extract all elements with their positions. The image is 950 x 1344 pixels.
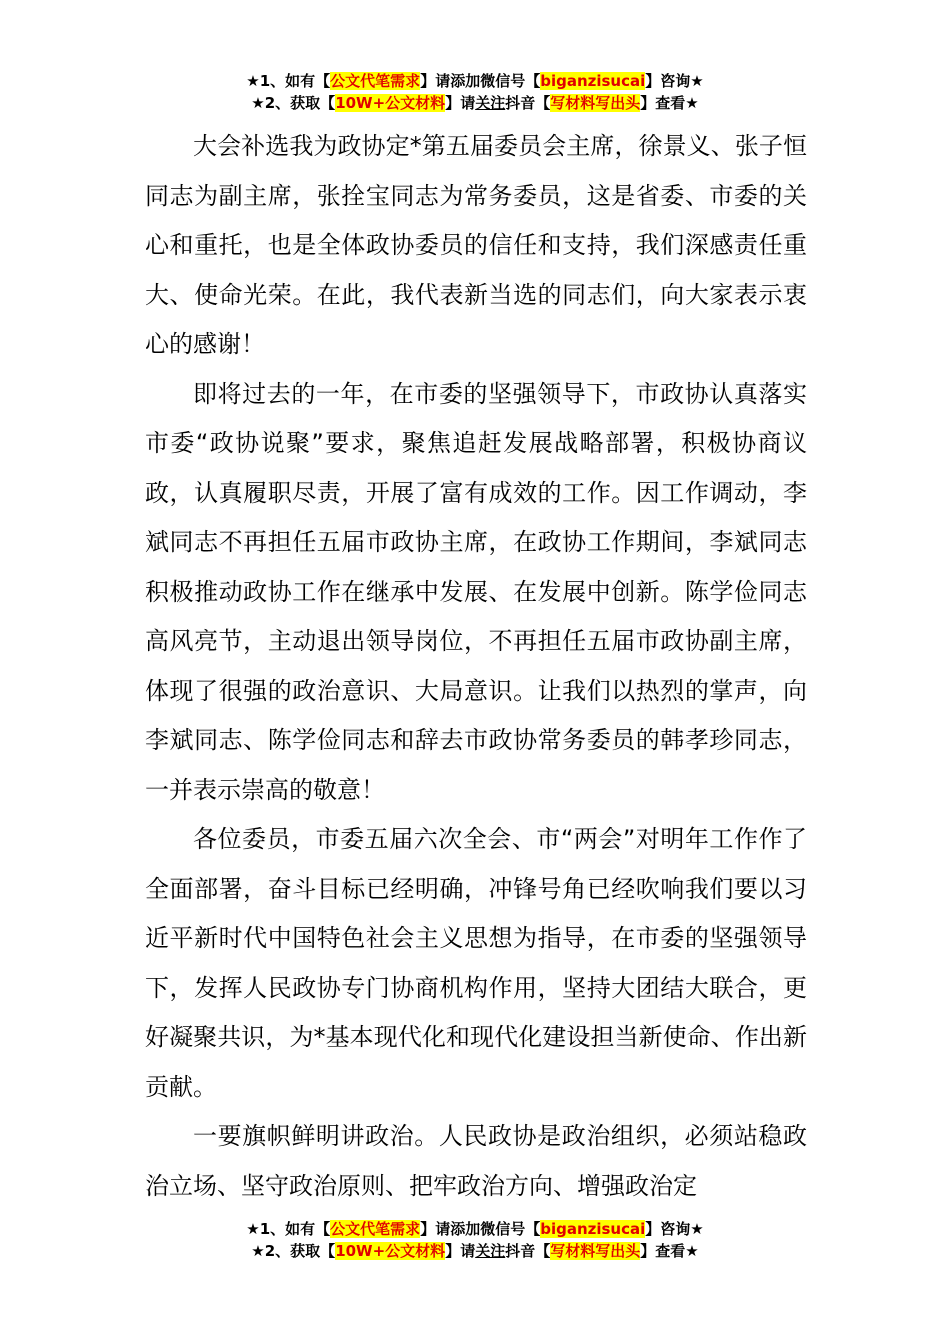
paragraph-4: 一要旗帜鲜明讲政治。人民政协是政治组织，必须站稳政治立场、坚守政治原则、把牢政治方向、增强政治定: [145, 1122, 807, 1200]
banner-line-1: ★1、如有【公文代笔需求】请添加微信号【biganzisucai】咨询★: [246, 1220, 704, 1238]
paragraph-2: 即将过去的一年，在市委的坚强领导下，市政协认真落实市委“政协说聚”要求，聚焦追赶发展战略部署，积极协商议政，认真履职尽责，开展了富有成效的工作。因工作调动，李斌同志不再担任五届市政协主席，在政协工作期间，李斌同志积极推动政协工作在继承中发展、在发展中创新。陈学俭同志高风亮节，主动退出领导岗位，不再担任五届市政协副主席，体现了很强的政治意识、大局意识。让我们以热烈的掌声，向李斌同志、陈学俭同志和辞去市政协常务委员的韩孝珍同志，一并表示崇高的敬意！: [145, 379, 807, 804]
underline-follow: 关注: [475, 1242, 506, 1260]
highlight-service: 公文代笔需求: [330, 1220, 421, 1238]
highlight-service: 公文代笔需求: [330, 72, 421, 90]
highlight-wechat-id: biganzisucai: [540, 72, 646, 90]
highlight-materials: 10W+公文材料: [335, 1242, 446, 1260]
banner-line-1: ★1、如有【公文代笔需求】请添加微信号【biganzisucai】咨询★: [246, 72, 704, 90]
highlight-account: 写材料写出头: [550, 1242, 641, 1260]
banner-line-2: ★2、获取【10W+公文材料】请关注抖音【写材料写出头】查看★: [251, 94, 699, 112]
paragraph-1: 大会补选我为政协定*第五届委员会主席，徐景义、张子恒同志为副主席，张拴宝同志为常务委员，这是省委、市委的关心和重托，也是全体政协委员的信任和支持，我们深感责任重大、使命光荣。在此，我代表新当选的同志们，向大家表示衷心的感谢！: [145, 132, 807, 358]
highlight-materials: 10W+公文材料: [335, 94, 446, 112]
highlight-account: 写材料写出头: [550, 94, 641, 112]
paragraph-3: 各位委员，市委五届六次全会、市“两会”对明年工作作了全面部署，奋斗目标已经明确，冲锋号角已经吹响我们要以习近平新时代中国特色社会主义思想为指导，在市委的坚强领导下，发挥人民政协专门协商机构作用，坚持大团结大联合，更好凝聚共识，为*基本现代化和现代化建设担当新使命、作出新贡献。: [145, 825, 807, 1101]
banner-line-2: ★2、获取【10W+公文材料】请关注抖音【写材料写出头】查看★: [251, 1242, 699, 1260]
document-body: [145, 122, 807, 1211]
header-banner: [0, 70, 950, 114]
highlight-wechat-id: biganzisucai: [540, 1220, 646, 1238]
footer-banner: [0, 1218, 950, 1262]
underline-follow: 关注: [475, 94, 506, 112]
